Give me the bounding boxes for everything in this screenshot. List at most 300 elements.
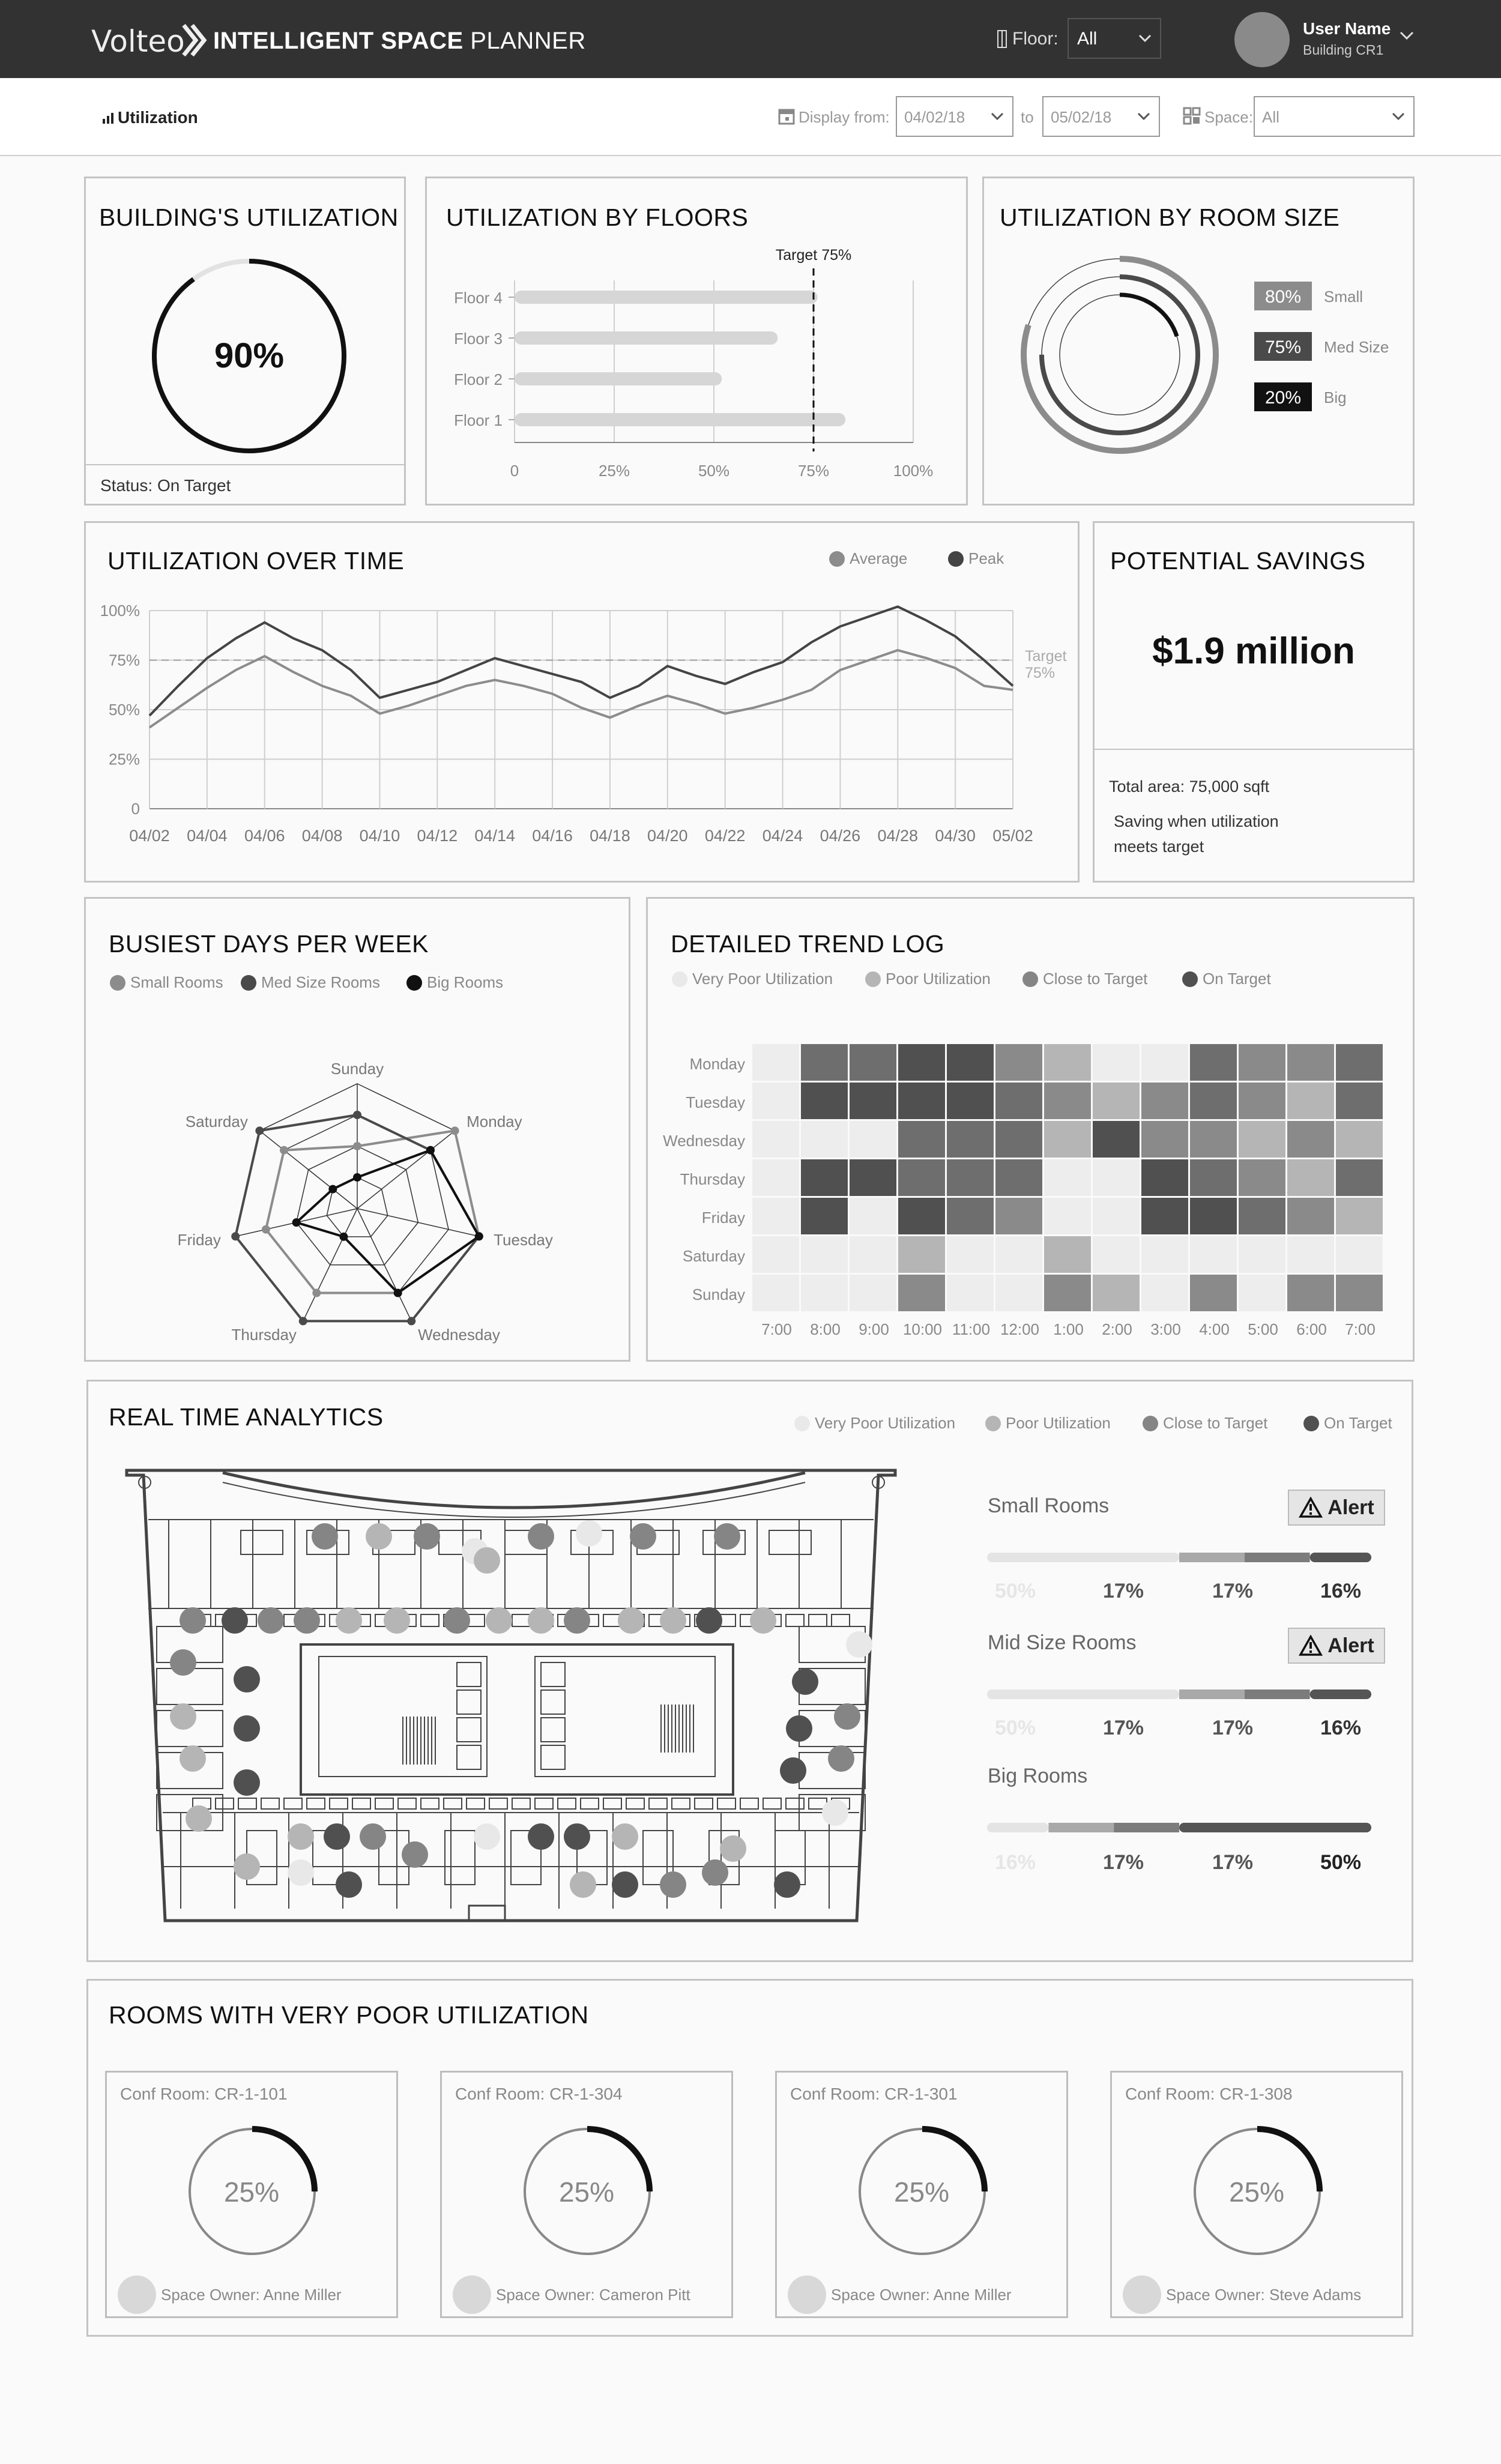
potential-savings-panel	[1093, 521, 1415, 883]
y-tick-label: 25%	[108, 750, 140, 768]
legend-label: Close to Target	[1043, 970, 1148, 988]
legend-label: Peak	[968, 549, 1004, 567]
pct-badge-label: 80%	[1264, 287, 1302, 307]
heat-cell	[1190, 1275, 1237, 1311]
desk	[261, 1798, 279, 1809]
radar-point	[299, 1317, 307, 1325]
heat-cell	[1044, 1236, 1091, 1273]
elevator	[541, 1690, 565, 1714]
heat-cell	[898, 1198, 945, 1234]
radar-axis-label: Thursday	[231, 1325, 297, 1344]
room-status-marker	[414, 1523, 440, 1550]
room-status-marker	[612, 1871, 638, 1898]
radar-point	[475, 1232, 483, 1240]
room-status-marker	[774, 1871, 800, 1898]
legend-label: On Target	[1203, 970, 1271, 988]
day-label: Wednesday	[663, 1132, 745, 1150]
room-status-marker	[474, 1547, 500, 1574]
desk	[512, 1798, 530, 1809]
heat-cell	[1044, 1275, 1091, 1311]
avatar	[788, 2275, 826, 2314]
x-tick-label: 04/20	[647, 827, 688, 845]
segment-bar-mid-rooms	[984, 1688, 1374, 1701]
space-grid-icon	[1183, 107, 1201, 125]
heat-cell	[995, 1275, 1042, 1311]
ring-arc-med-size	[1042, 277, 1198, 433]
heat-cell	[947, 1236, 994, 1273]
room-size-label: Med Size	[1324, 338, 1389, 356]
floor-bar	[515, 372, 722, 385]
heat-cell	[995, 1236, 1042, 1273]
hour-label: 7:00	[761, 1320, 792, 1338]
segment-label: 16%	[1320, 1717, 1362, 1739]
heat-cell	[1239, 1121, 1285, 1158]
floor-label: Floor:	[1012, 29, 1059, 49]
x-tick-label: 04/18	[590, 827, 630, 845]
heat-cell	[1336, 1044, 1383, 1081]
room-status-marker	[234, 1853, 260, 1880]
heat-cell	[1190, 1044, 1237, 1081]
room-status-marker	[312, 1523, 338, 1550]
heat-cell	[1287, 1275, 1334, 1311]
desk	[535, 1798, 553, 1809]
room-name: Conf Room: CR-1-308	[1125, 2085, 1293, 2103]
desk	[375, 1798, 393, 1809]
room-status-marker	[234, 1666, 260, 1692]
segment-label: 16%	[994, 1851, 1036, 1874]
segment-label: 17%	[1212, 1717, 1254, 1739]
heat-cell	[1093, 1159, 1140, 1196]
room-status-marker	[750, 1607, 776, 1634]
hour-label: 11:00	[952, 1320, 991, 1338]
room-pct: 25%	[223, 2176, 280, 2208]
heat-cell	[1287, 1121, 1334, 1158]
floor-label: Floor 1	[454, 411, 503, 429]
heat-cell	[947, 1198, 994, 1234]
building-utilization-panel	[84, 177, 406, 506]
desk	[763, 1798, 781, 1809]
desk	[558, 1798, 576, 1809]
legend-label: Average	[850, 549, 908, 567]
heat-cell	[995, 1083, 1042, 1119]
space-owner: Space Owner: Anne Miller	[831, 2286, 1012, 2304]
elevator	[541, 1745, 565, 1769]
hour-label: 3:00	[1150, 1320, 1181, 1338]
legend-dot	[1303, 1416, 1319, 1431]
heat-cell	[1141, 1044, 1188, 1081]
x-tick-label: 04/02	[129, 827, 170, 845]
heat-cell	[1044, 1198, 1091, 1234]
alert-button-small-rooms[interactable]	[1288, 1490, 1385, 1526]
elevator	[541, 1718, 565, 1742]
busiest-days-panel	[84, 897, 630, 1362]
x-tick-label: 100%	[893, 462, 934, 480]
segment	[987, 1823, 1048, 1832]
legend-dot	[794, 1416, 810, 1431]
chevron-down-icon	[1138, 34, 1152, 43]
calendar-icon	[778, 107, 795, 125]
avatar	[1123, 2275, 1161, 2314]
segment-bar-small-rooms	[984, 1551, 1374, 1564]
x-tick-label: 75%	[797, 462, 830, 480]
room-status-marker	[186, 1805, 212, 1832]
room-status-marker	[180, 1607, 206, 1634]
day-label: Monday	[689, 1055, 745, 1073]
desk	[284, 1798, 302, 1809]
desk	[672, 1798, 690, 1809]
heat-cell	[752, 1083, 799, 1119]
segment	[1114, 1823, 1179, 1832]
radar-point	[280, 1146, 288, 1155]
floor-select-value: All	[1077, 29, 1098, 49]
curved-facade-inner	[223, 1482, 805, 1517]
radar-point	[231, 1232, 240, 1240]
floor-label: Floor 4	[454, 289, 503, 307]
heat-cell	[995, 1121, 1042, 1158]
group-title-small-rooms: Small Rooms	[988, 1494, 1110, 1517]
room-size-label: Big	[1324, 388, 1347, 406]
room-status-marker	[180, 1745, 206, 1772]
legend-label: Small Rooms	[130, 973, 223, 991]
radar-point	[262, 1225, 270, 1234]
room-status-marker	[846, 1631, 872, 1658]
segment-label: 17%	[1102, 1580, 1144, 1602]
heat-cell	[1239, 1083, 1285, 1119]
alert-button-mid-rooms[interactable]	[1288, 1628, 1385, 1664]
segment-label: 50%	[1320, 1851, 1362, 1874]
avatar[interactable]	[1234, 12, 1290, 67]
heat-cell	[1093, 1121, 1140, 1158]
room-status-marker	[234, 1769, 260, 1796]
table	[241, 1530, 283, 1554]
legend-dot	[1143, 1416, 1158, 1431]
user-menu-chevron-icon[interactable]	[1399, 30, 1415, 42]
logo: Volteo	[91, 24, 185, 59]
desk	[467, 1798, 485, 1809]
desk	[216, 1798, 234, 1809]
heat-cell	[1093, 1083, 1140, 1119]
heat-cell	[1093, 1236, 1140, 1273]
heat-cell	[947, 1159, 994, 1196]
date-to-select[interactable]	[1042, 96, 1160, 137]
chevron-down-icon	[1137, 112, 1150, 121]
room-status-marker	[288, 1823, 314, 1850]
radar-point	[407, 1317, 415, 1325]
bar-chart-icon	[102, 112, 114, 124]
room-name: Conf Room: CR-1-304	[455, 2085, 623, 2103]
room-status-marker	[822, 1799, 848, 1826]
hour-label: 12:00	[1000, 1320, 1040, 1338]
heat-cell	[850, 1275, 896, 1311]
floor-label: Floor 2	[454, 370, 503, 388]
segment-label: 50%	[994, 1717, 1036, 1739]
desk	[603, 1798, 621, 1809]
elevator	[457, 1662, 481, 1686]
building-utilization-gauge	[148, 255, 350, 457]
radar-point	[292, 1218, 301, 1227]
room-status-marker	[222, 1607, 248, 1634]
heat-cell	[752, 1198, 799, 1234]
x-tick-label: 04/22	[704, 827, 746, 845]
desk	[398, 1798, 416, 1809]
legend-label: Poor Utilization	[886, 970, 991, 988]
panel-title: UTILIZATION BY FLOORS	[446, 204, 749, 231]
panel-title: POTENTIAL SAVINGS	[1110, 547, 1366, 575]
floor-bar	[515, 413, 845, 426]
savings-value: $1.9 million	[1152, 630, 1355, 672]
room-status-marker	[360, 1823, 386, 1850]
room-card-cr-1-308[interactable]	[1110, 2071, 1403, 2318]
heat-cell	[947, 1083, 994, 1119]
date-from-select[interactable]	[896, 96, 1013, 137]
room-card-cr-1-101[interactable]	[105, 2071, 398, 2318]
segment	[1179, 1823, 1371, 1832]
room-pct: 25%	[1228, 2176, 1285, 2208]
avatar	[453, 2275, 491, 2314]
section-tab-utilization[interactable]	[102, 108, 198, 127]
heat-cell	[752, 1121, 799, 1158]
room-status-marker	[720, 1835, 746, 1862]
room-status-marker	[660, 1871, 686, 1898]
floor-bar	[515, 291, 818, 304]
heat-cell	[947, 1121, 994, 1158]
x-tick-label: 04/08	[301, 827, 343, 845]
heat-cell	[801, 1236, 848, 1273]
room-status-marker	[834, 1703, 860, 1730]
heat-cell	[1044, 1121, 1091, 1158]
heat-cell	[995, 1198, 1042, 1234]
panel-title: REAL TIME ANALYTICS	[109, 1403, 384, 1431]
elevator	[457, 1745, 481, 1769]
room-status-marker	[702, 1859, 728, 1886]
heat-cell	[1336, 1083, 1383, 1119]
desk	[717, 1798, 735, 1809]
day-label: Thursday	[680, 1170, 745, 1188]
target-label: Target	[1025, 648, 1067, 665]
segment	[1179, 1553, 1245, 1562]
legend-label: Poor Utilization	[1006, 1414, 1111, 1432]
segment	[1310, 1689, 1371, 1699]
desk	[740, 1798, 758, 1809]
group-title-mid-rooms: Mid Size Rooms	[988, 1631, 1137, 1654]
room-status-marker	[170, 1703, 196, 1730]
trend-log-panel	[646, 897, 1415, 1362]
hour-label: 4:00	[1199, 1320, 1230, 1338]
room-status-marker	[384, 1607, 410, 1634]
segment-label: 17%	[1212, 1580, 1254, 1602]
heat-cell	[898, 1121, 945, 1158]
heat-cell	[1141, 1159, 1188, 1196]
heat-cell	[752, 1275, 799, 1311]
floor-plan-map[interactable]	[121, 1464, 901, 1927]
legend-label: Very Poor Utilization	[692, 970, 833, 988]
to-label: to	[1021, 108, 1034, 126]
desk	[581, 1798, 599, 1809]
segment	[987, 1553, 1179, 1562]
alert-label: Alert	[1327, 1634, 1374, 1657]
desk	[832, 1614, 850, 1626]
ring-arc-big	[1060, 295, 1180, 415]
heat-cell	[752, 1044, 799, 1081]
heat-cell	[801, 1044, 848, 1081]
y-tick-label: 50%	[108, 701, 140, 719]
heat-cell	[801, 1159, 848, 1196]
filter-bar	[0, 78, 1501, 156]
radar-axis-label: Saturday	[185, 1112, 248, 1131]
room-name: Conf Room: CR-1-101	[120, 2085, 288, 2103]
legend-label: On Target	[1324, 1414, 1392, 1432]
hour-label: 7:00	[1345, 1320, 1376, 1338]
segment-label: 17%	[1212, 1851, 1254, 1874]
day-label: Sunday	[692, 1285, 745, 1303]
radar-point	[255, 1126, 264, 1135]
user-name: User Name	[1303, 19, 1391, 38]
room-status-marker	[660, 1607, 686, 1634]
room-status-marker	[234, 1715, 260, 1742]
heat-cell	[1336, 1236, 1383, 1273]
segment	[1048, 1823, 1114, 1832]
status-text: Status: On Target	[100, 476, 231, 495]
app-title-bold: INTELLIGENT SPACE	[213, 28, 464, 54]
curved-facade	[223, 1473, 805, 1508]
room-name: Conf Room: CR-1-301	[790, 2085, 958, 2103]
desk	[330, 1798, 348, 1809]
space-owner: Space Owner: Steve Adams	[1166, 2286, 1362, 2304]
heat-cell	[1093, 1044, 1140, 1081]
heat-cell	[1141, 1198, 1188, 1234]
radar-point	[426, 1146, 435, 1155]
room-status-marker	[294, 1607, 320, 1634]
room-pct: 25%	[893, 2176, 950, 2208]
room-status-marker	[570, 1871, 596, 1898]
x-tick-label: 05/02	[992, 827, 1033, 845]
space-label: Space:	[1204, 108, 1253, 126]
legend-label: Very Poor Utilization	[815, 1414, 956, 1432]
hour-label: 9:00	[859, 1320, 889, 1338]
heat-cell	[1239, 1198, 1285, 1234]
radar-axis-label: Monday	[467, 1112, 522, 1131]
x-tick-label: 04/28	[877, 827, 919, 845]
heat-cell	[1239, 1275, 1285, 1311]
desk	[421, 1614, 439, 1626]
room-size-rings	[984, 178, 1413, 504]
floor-bar	[515, 331, 778, 345]
heat-cell	[850, 1198, 896, 1234]
app-title	[213, 28, 586, 55]
target-label: 75%	[1025, 665, 1056, 681]
floor-select[interactable]	[1068, 18, 1161, 59]
room-status-marker	[576, 1520, 602, 1547]
segment	[1310, 1553, 1371, 1562]
utilization-over-time-panel	[84, 521, 1080, 883]
app-title-light: PLANNER	[470, 28, 586, 54]
room-pct: 25%	[558, 2176, 615, 2208]
space-select[interactable]	[1254, 96, 1415, 137]
x-tick-label: 04/24	[762, 827, 803, 845]
segment-label: 50%	[994, 1580, 1036, 1602]
heat-cell	[898, 1275, 945, 1311]
panel-title: ROOMS WITH VERY POOR UTILIZATION	[109, 2001, 589, 2029]
chevron-down-icon	[991, 112, 1004, 121]
user-building: Building CR1	[1303, 42, 1384, 58]
series-line-average	[149, 650, 1013, 728]
radar-point	[353, 1142, 361, 1150]
hour-label: 2:00	[1102, 1320, 1132, 1338]
room-status-marker	[528, 1523, 554, 1550]
room-status-marker	[714, 1523, 740, 1550]
table	[445, 1831, 475, 1885]
space-value: All	[1262, 108, 1279, 126]
heat-cell	[1239, 1159, 1285, 1196]
heat-cell	[995, 1159, 1042, 1196]
desk	[421, 1798, 439, 1809]
heat-cell	[1287, 1236, 1334, 1273]
heat-cell	[1336, 1198, 1383, 1234]
radar-point	[339, 1233, 348, 1241]
heat-cell	[1044, 1083, 1091, 1119]
heat-cell	[1141, 1275, 1188, 1311]
segment	[1179, 1689, 1245, 1699]
avatar	[118, 2275, 156, 2314]
heat-cell	[1093, 1275, 1140, 1311]
heat-cell	[752, 1236, 799, 1273]
radar-point	[328, 1185, 337, 1194]
heat-cell	[1336, 1121, 1383, 1158]
room-card-cr-1-301[interactable]	[775, 2071, 1068, 2318]
x-tick-label: 04/06	[244, 827, 285, 845]
room-status-marker	[528, 1607, 554, 1634]
entrance	[469, 1906, 505, 1921]
segment-label: 16%	[1320, 1580, 1362, 1602]
x-tick-label: 50%	[698, 462, 730, 480]
heat-cell	[850, 1121, 896, 1158]
legend-very-poor	[794, 1414, 955, 1433]
room-status-marker	[366, 1523, 392, 1550]
radar-axis-label: Friday	[177, 1230, 221, 1249]
poor-rooms-panel	[86, 1979, 1413, 2337]
room-card-cr-1-304[interactable]	[440, 2071, 733, 2318]
busiest-days-radar	[86, 899, 629, 1360]
divider	[1095, 749, 1413, 750]
group-title-big-rooms: Big Rooms	[988, 1765, 1088, 1787]
x-tick-label: 04/16	[532, 827, 573, 845]
room-status-marker	[786, 1715, 812, 1742]
alert-label: Alert	[1327, 1496, 1374, 1519]
ring-arc-small	[1024, 259, 1216, 451]
legend-poor	[985, 1414, 1111, 1433]
pct-badge-label: 20%	[1264, 388, 1302, 408]
room-status-marker	[258, 1607, 284, 1634]
table	[769, 1530, 811, 1554]
legend-label: Med Size Rooms	[261, 973, 380, 991]
heat-cell	[801, 1083, 848, 1119]
panel-title: DETAILED TREND LOG	[671, 930, 945, 958]
desk	[809, 1614, 827, 1626]
heat-cell	[1190, 1159, 1237, 1196]
elevator	[457, 1718, 481, 1742]
desk	[786, 1798, 804, 1809]
radar-axis-label: Sunday	[330, 1060, 384, 1078]
series-line-peak	[149, 606, 1013, 716]
utilization-by-room-size-panel	[982, 177, 1415, 506]
warning-icon	[1299, 1497, 1323, 1518]
desk	[238, 1798, 256, 1809]
desk	[695, 1798, 713, 1809]
heat-cell	[1239, 1044, 1285, 1081]
utilization-line-chart	[86, 523, 1078, 881]
total-area: Total area: 75,000 sqft	[1109, 778, 1270, 796]
radar-axis-label: Tuesday	[494, 1230, 553, 1249]
